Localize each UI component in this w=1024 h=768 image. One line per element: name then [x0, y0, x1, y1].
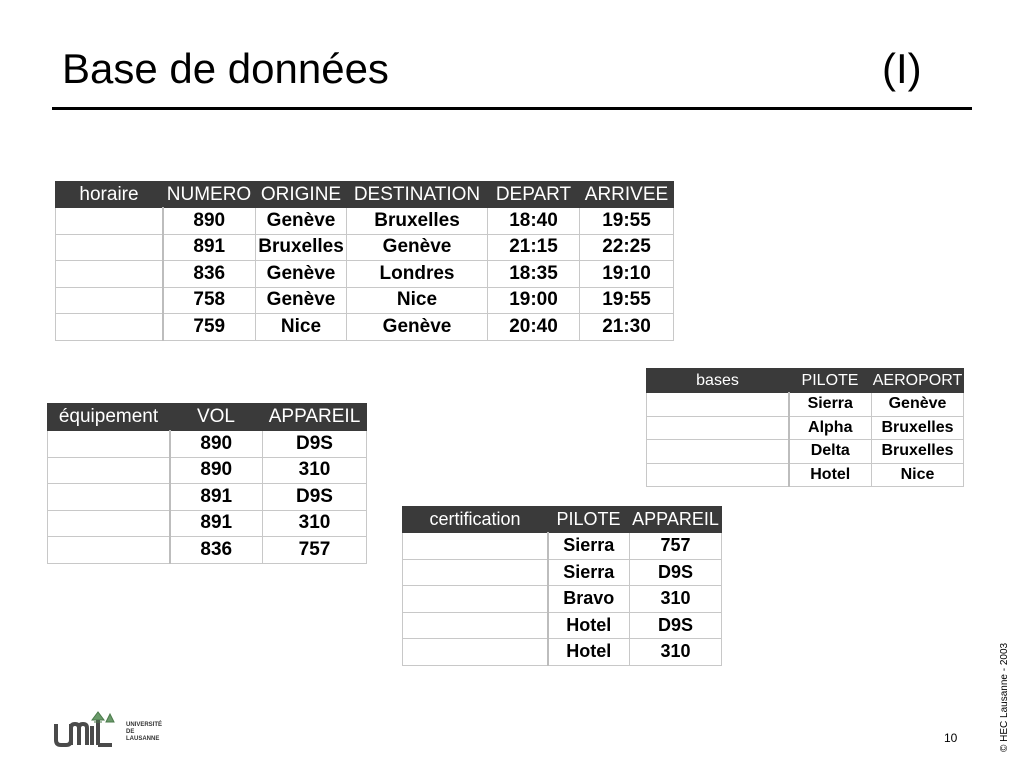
column-header: NUMERO [163, 182, 256, 208]
table-cell: 836 [170, 537, 263, 564]
table-cell: 890 [170, 457, 263, 484]
table-cell: 18:35 [488, 261, 580, 288]
table-cell: Genève [347, 234, 488, 261]
table-cell: Sierra [548, 533, 630, 560]
table-cell: 22:25 [580, 234, 674, 261]
table-cell: 19:10 [580, 261, 674, 288]
table-cell: 20:40 [488, 314, 580, 341]
column-header: VOL [170, 404, 263, 431]
page-number: 10 [944, 731, 958, 745]
table-cell: 890 [170, 431, 263, 458]
slide-title: Base de données [62, 45, 389, 92]
table-row [403, 559, 722, 586]
column-header: AEROPORT [872, 369, 964, 393]
logo-text: DE [126, 729, 135, 735]
table-cell: 836 [163, 261, 256, 288]
row-spacer-cell [56, 314, 163, 341]
table-cell: Bruxelles [872, 440, 964, 464]
column-header: PILOTE [548, 507, 630, 533]
table-name-header: équipement [48, 404, 170, 431]
table-cell: Delta [789, 440, 872, 464]
table-row [403, 586, 722, 613]
copyright-notice: © HEC Lausanne - 2003 [999, 642, 1010, 752]
table-cell: Genève [347, 314, 488, 341]
table-cell: D9S [630, 612, 722, 639]
table-cell: 21:15 [488, 234, 580, 261]
table-cell: Genève [256, 287, 347, 314]
table-cell: 890 [163, 208, 256, 235]
table-cell: Bruxelles [872, 416, 964, 440]
table-cell: D9S [263, 484, 367, 511]
table-row [403, 533, 722, 560]
table-name-header: certification [403, 507, 548, 533]
column-header: PILOTE [789, 369, 872, 393]
table-cell: Nice [347, 287, 488, 314]
table-cell: 21:30 [580, 314, 674, 341]
table-cell: 757 [263, 537, 367, 564]
table-cell: Nice [256, 314, 347, 341]
certification-table [402, 506, 722, 666]
table-row [56, 314, 674, 341]
row-spacer-cell [56, 208, 163, 235]
table-cell: Bravo [548, 586, 630, 613]
table-name-header: horaire [56, 182, 163, 208]
horaire-table [55, 181, 674, 341]
row-spacer-cell [48, 484, 170, 511]
row-spacer-cell [403, 559, 548, 586]
table-row [647, 393, 964, 417]
table-row [48, 510, 367, 537]
row-spacer-cell [647, 440, 789, 464]
table-row [56, 234, 674, 261]
table-cell: Genève [256, 208, 347, 235]
table-row [56, 208, 674, 235]
table-cell: 18:40 [488, 208, 580, 235]
table-row [48, 484, 367, 511]
table-row [48, 431, 367, 458]
table-cell: 310 [263, 457, 367, 484]
table-cell: 758 [163, 287, 256, 314]
table-row [403, 612, 722, 639]
row-spacer-cell [48, 431, 170, 458]
row-spacer-cell [403, 639, 548, 666]
column-header: APPAREIL [630, 507, 722, 533]
equipement-table [47, 403, 367, 564]
table-header-row [647, 369, 964, 393]
row-spacer-cell [647, 393, 789, 417]
table-cell: Nice [872, 463, 964, 487]
table-cell: Londres [347, 261, 488, 288]
table-cell: Sierra [789, 393, 872, 417]
table-row [647, 440, 964, 464]
table-cell: 310 [630, 639, 722, 666]
row-spacer-cell [403, 533, 548, 560]
row-spacer-cell [56, 287, 163, 314]
table-cell: 310 [630, 586, 722, 613]
table-cell: 891 [170, 484, 263, 511]
table-cell: Bruxelles [347, 208, 488, 235]
table-row [48, 457, 367, 484]
table-header-row [403, 507, 722, 533]
row-spacer-cell [56, 234, 163, 261]
table-row [56, 261, 674, 288]
row-spacer-cell [48, 510, 170, 537]
table-cell: Genève [256, 261, 347, 288]
row-spacer-cell [647, 463, 789, 487]
table-cell: D9S [630, 559, 722, 586]
table-cell: 19:00 [488, 287, 580, 314]
table-cell: Alpha [789, 416, 872, 440]
table-cell: D9S [263, 431, 367, 458]
table-row [647, 416, 964, 440]
table-cell: Genève [872, 393, 964, 417]
table-cell: Hotel [548, 612, 630, 639]
table-row [647, 463, 964, 487]
logo-text: LAUSANNE [126, 736, 160, 742]
unil-logo-mark [54, 708, 126, 750]
table-cell: 891 [163, 234, 256, 261]
row-spacer-cell [48, 457, 170, 484]
column-header: DESTINATION [347, 182, 488, 208]
table-cell: 757 [630, 533, 722, 560]
table-cell: Sierra [548, 559, 630, 586]
title-divider [52, 107, 972, 110]
table-cell: Hotel [789, 463, 872, 487]
row-spacer-cell [48, 537, 170, 564]
row-spacer-cell [403, 586, 548, 613]
table-name-header: bases [647, 369, 789, 393]
slide-title-number: (I) [882, 45, 922, 92]
table-header-row [56, 182, 674, 208]
row-spacer-cell [56, 261, 163, 288]
table-cell: Bruxelles [256, 234, 347, 261]
table-cell: Hotel [548, 639, 630, 666]
table-header-row [48, 404, 367, 431]
logo-text: UNIVERSITÉ [126, 722, 163, 728]
table-cell: 759 [163, 314, 256, 341]
bases-table [646, 368, 964, 487]
row-spacer-cell [403, 612, 548, 639]
table-cell: 19:55 [580, 287, 674, 314]
table-cell: 891 [170, 510, 263, 537]
row-spacer-cell [647, 416, 789, 440]
table-row [403, 639, 722, 666]
unil-logo [54, 708, 174, 750]
column-header: APPAREIL [263, 404, 367, 431]
table-cell: 310 [263, 510, 367, 537]
column-header: ARRIVEE [580, 182, 674, 208]
column-header: ORIGINE [256, 182, 347, 208]
column-header: DEPART [488, 182, 580, 208]
table-row [56, 287, 674, 314]
table-row [48, 537, 367, 564]
table-cell: 19:55 [580, 208, 674, 235]
